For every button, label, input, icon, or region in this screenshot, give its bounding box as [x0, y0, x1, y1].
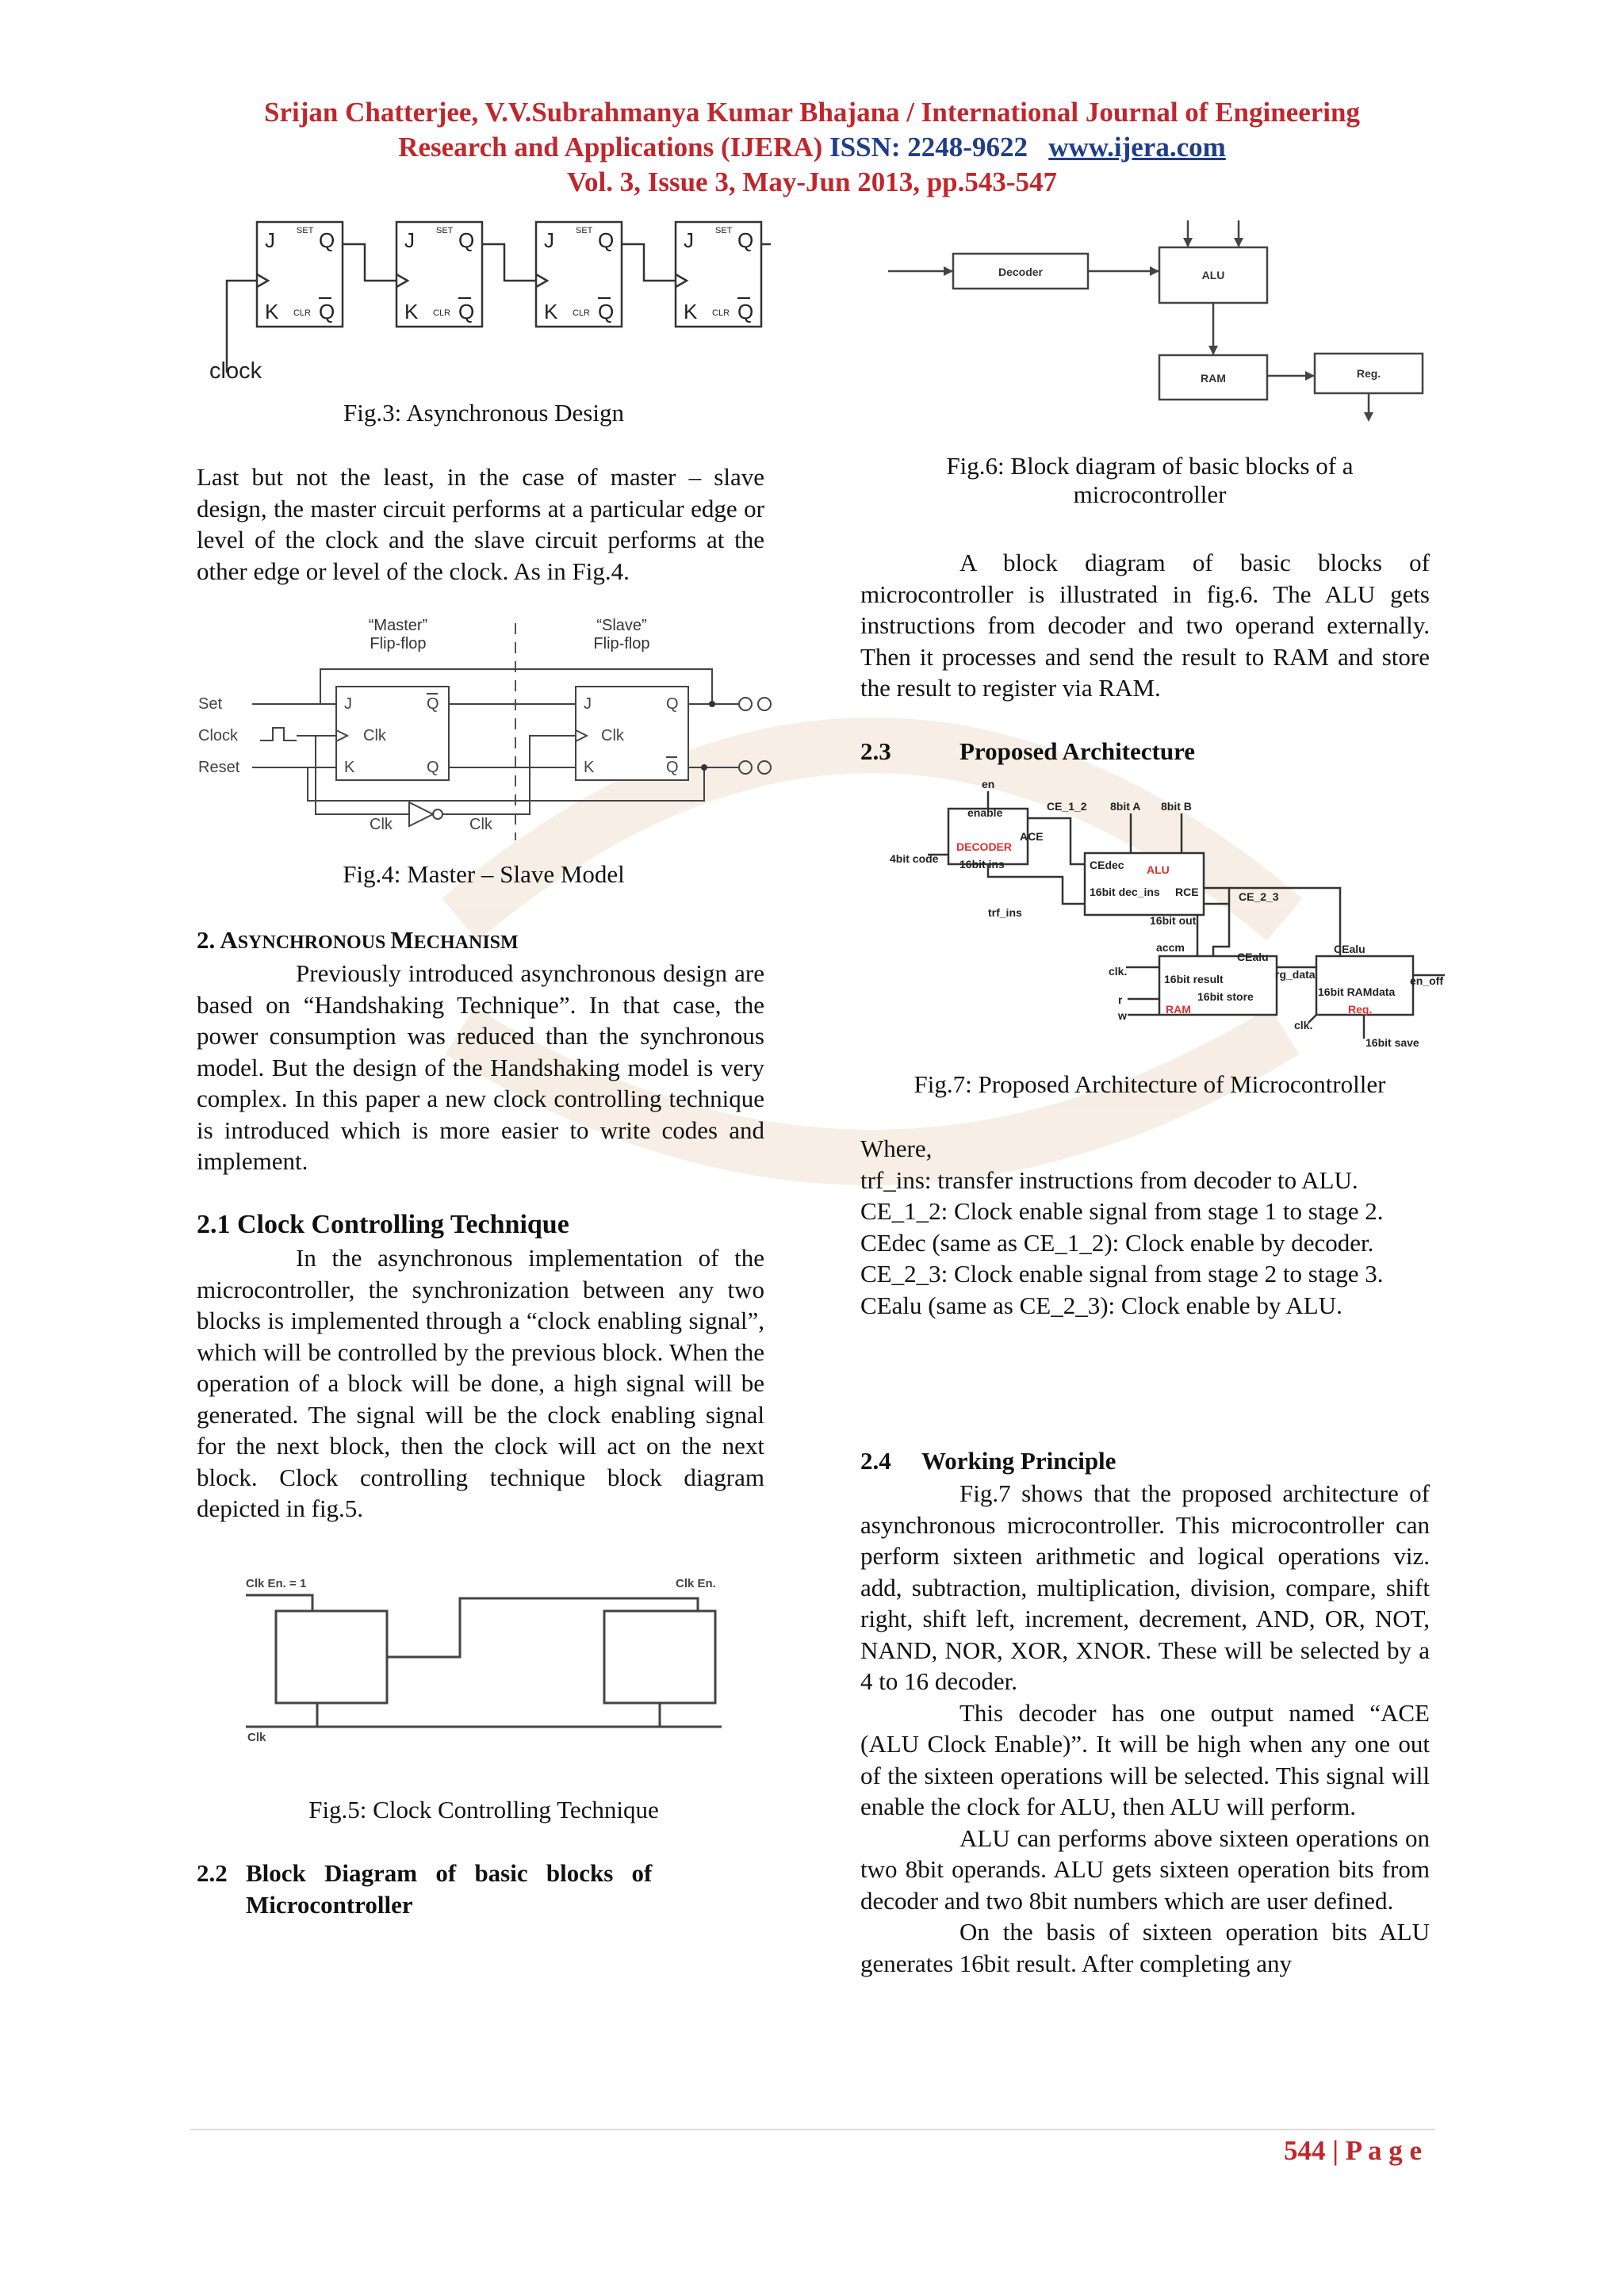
- svg-text:Q: Q: [666, 759, 679, 776]
- svg-text:Q: Q: [319, 228, 335, 252]
- svg-text:Q: Q: [737, 300, 754, 323]
- svg-text:ALU: ALU: [1201, 269, 1225, 281]
- svg-text:“Slave”: “Slave”: [596, 617, 647, 634]
- svg-text:Clock: Clock: [198, 727, 239, 744]
- svg-text:J: J: [265, 228, 275, 252]
- svg-text:SET: SET: [576, 226, 593, 235]
- section-2-4-number: 2.4: [860, 1447, 891, 1475]
- svg-text:16bit save: 16bit save: [1365, 1036, 1419, 1049]
- svg-text:clk.: clk.: [1294, 1019, 1313, 1031]
- svg-text:accm: accm: [1156, 941, 1185, 954]
- fig3-clock-label: clock: [209, 358, 262, 384]
- svg-text:K: K: [544, 300, 558, 323]
- svg-text:K: K: [584, 759, 595, 776]
- svg-text:Q: Q: [598, 228, 615, 252]
- def-ce-1-2: CE_1_2: Clock enable signal from stage 1 to stage 2.: [860, 1197, 1384, 1225]
- svg-text:RAM: RAM: [1166, 1003, 1191, 1016]
- fig6-caption: [864, 452, 1435, 509]
- fig5-caption: Fig.5: Clock Controlling Technique: [308, 1796, 659, 1823]
- fig6-diagram: [864, 214, 1435, 428]
- svg-text:rg_data: rg_data: [1275, 968, 1316, 981]
- section-2-3-number: 2.3: [860, 737, 891, 765]
- svg-text:CLR: CLR: [293, 308, 312, 318]
- svg-text:CLR: CLR: [433, 308, 451, 318]
- def-cedec: CEdec (same as CE_1_2): Clock enable by decoder.: [860, 1228, 1374, 1257]
- svg-text:r: r: [1118, 993, 1123, 1006]
- para-master-slave: Last but not the least, in the case of master – slave design, the master circuit performs at a particular edge or level of the clock and the slave circuit performs at the other edge or level of the clock. As in Fig.4.: [197, 463, 764, 585]
- svg-text:Set: Set: [198, 695, 223, 713]
- svg-text:J: J: [344, 695, 352, 713]
- svg-text:J: J: [684, 228, 694, 252]
- section-2-heading: 2. ASYNCHRONOUS MECHANISM: [197, 926, 519, 954]
- svg-text:Decoder: Decoder: [998, 266, 1044, 278]
- svg-text:SET: SET: [297, 226, 314, 235]
- svg-text:Reset: Reset: [198, 759, 240, 776]
- svg-text:SET: SET: [436, 226, 454, 235]
- svg-text:en: en: [982, 778, 995, 790]
- header-journal: [0, 132, 1624, 163]
- svg-text:ACE: ACE: [1020, 830, 1044, 843]
- svg-text:J: J: [584, 695, 592, 713]
- page-number: 544 | P a g e: [1284, 2135, 1422, 2166]
- svg-text:Clk: Clk: [247, 1731, 266, 1744]
- svg-text:CEalu: CEalu: [1237, 951, 1269, 963]
- svg-text:8bit A: 8bit A: [1110, 800, 1141, 813]
- svg-text:Q: Q: [427, 759, 439, 776]
- svg-text:4bit code: 4bit code: [890, 852, 939, 865]
- svg-text:CEalu: CEalu: [1334, 943, 1365, 955]
- svg-text:Q: Q: [319, 300, 335, 323]
- svg-text:ALU: ALU: [1147, 863, 1170, 876]
- header-authors: Srijan Chatterjee, V.V.Subrahmanya Kumar Bhajana / International Journal of Engineering: [264, 97, 1360, 128]
- header-volume: Vol. 3, Issue 3, May-Jun 2013, pp.543-547: [566, 166, 1058, 197]
- svg-text:Q: Q: [666, 695, 679, 713]
- svg-text:CLR: CLR: [712, 308, 730, 318]
- svg-text:CLR: CLR: [573, 308, 591, 318]
- def-ce-2-3: CE_2_3: Clock enable signal from stage 2 to stage 3.: [860, 1260, 1384, 1288]
- def-cealu: CEalu (same as CE_2_3): Clock enable by ALU.: [860, 1291, 1342, 1319]
- para-work-2: This decoder has one output named “ACE (ALU Clock Enable)”. It will be high when any one out of the sixteen operations will be selected. This signal will enable the clock for ALU, then ALU will perform.: [860, 1698, 1430, 1820]
- fig7-caption: Fig.7: Proposed Architecture of Microcontroller: [914, 1070, 1386, 1098]
- para-block-diagram: A block diagram of basic blocks of microcontroller is illustrated in fig.6. The ALU gets instructions from decoder and two operand externally. Then it processes and send the result to RAM and store the result to register via RAM.: [860, 549, 1430, 702]
- para-work-3: ALU can performs above sixteen operations on two 8bit operands. ALU gets sixteen operation bits from decoder and two 8bit numbers which are user defined.: [860, 1823, 1430, 1915]
- svg-text:“Master”: “Master”: [368, 617, 428, 634]
- svg-text:K: K: [344, 759, 355, 776]
- fig7-diagram: [880, 777, 1459, 1054]
- svg-text:8bit B: 8bit B: [1161, 800, 1192, 813]
- svg-text:Flip-flop: Flip-flop: [593, 635, 650, 652]
- svg-text:enable: enable: [967, 806, 1003, 819]
- definitions: [860, 1133, 1430, 1321]
- svg-text:Q: Q: [458, 228, 475, 252]
- header-journal-name: Research and Applications (IJERA): [398, 132, 823, 163]
- svg-text:SET: SET: [715, 226, 733, 235]
- para-work-4: On the basis of sixteen operation bits ALU generates 16bit result. After completing any: [860, 1918, 1430, 1977]
- svg-text:Clk: Clk: [370, 816, 393, 833]
- section-2-1-heading: 2.1 Clock Controlling Technique: [197, 1210, 569, 1239]
- svg-text:16bit dec_ins: 16bit dec_ins: [1090, 886, 1160, 898]
- svg-text:Flip-flop: Flip-flop: [370, 635, 427, 652]
- svg-text:clk.: clk.: [1109, 965, 1128, 978]
- section-2-2-number: 2.2: [197, 1859, 228, 1887]
- section-2-3-heading: Proposed Architecture: [959, 737, 1196, 765]
- svg-text:16bit result: 16bit result: [1164, 973, 1224, 985]
- journal-link[interactable]: www.ijera.com: [1048, 132, 1226, 163]
- svg-text:Clk En.: Clk En.: [676, 1577, 716, 1590]
- fig3-caption: Fig.3: Asynchronous Design: [343, 399, 624, 427]
- working-principle: [860, 1478, 1430, 1979]
- svg-text:16bit RAMdata: 16bit RAMdata: [1318, 985, 1396, 998]
- svg-text:Reg.: Reg.: [1348, 1003, 1373, 1016]
- fig6-caption-line2: microcontroller: [1073, 480, 1227, 508]
- fig4-caption: Fig.4: Master – Slave Model: [343, 860, 625, 888]
- svg-text:K: K: [684, 300, 698, 323]
- fig4-diagram: [197, 617, 776, 855]
- para-work-1: Fig.7 shows that the proposed architecture of asynchronous microcontroller. This microcontroller can perform sixteen arithmetic and logical operations viz. add, subtraction, multiplication, division, compare, shift right, shift left, increment, decrement, AND, OR, NOT, NAND, NOR, XOR, XNOR. These will be selected by a 4 to 16 decoder.: [860, 1479, 1430, 1695]
- fig5-diagram: [238, 1575, 753, 1749]
- svg-text:Q: Q: [737, 228, 754, 252]
- svg-text:K: K: [265, 300, 279, 323]
- svg-text:RCE: RCE: [1175, 886, 1199, 898]
- svg-text:CEdec: CEdec: [1090, 859, 1124, 871]
- svg-text:CE_2_3: CE_2_3: [1239, 890, 1279, 903]
- where-label: Where,: [860, 1135, 933, 1162]
- para-clock-control: In the asynchronous implementation of the microcontroller, the synchronization between any two blocks is implemented through a “clock enabling signal”, which will be controlled by the previous block. When the operation of a block will be done, a high signal will be generated. The signal will be the clock enabling signal for the next block, then the clock will act on the next block. Clock controlling technique block diagram depicted in fig.5.: [197, 1244, 764, 1522]
- header-issn: ISSN: 2248-9622: [829, 132, 1028, 163]
- svg-text:Q: Q: [458, 300, 475, 323]
- svg-text:w: w: [1118, 1009, 1127, 1022]
- svg-text:en_off: en_off: [1410, 974, 1443, 987]
- svg-text:Q: Q: [427, 695, 439, 713]
- para-async: Previously introduced asynchronous design are based on “Handshaking Technique”. In that case, the power consumption was reduced than the synchronous model. But the design of the Handshaking model is very complex. In this paper a new clock controlling technique is introduced which is more easier to write codes and implement.: [197, 959, 764, 1175]
- svg-text:Clk: Clk: [363, 727, 386, 744]
- section-2-4-heading: Working Principle: [921, 1447, 1116, 1475]
- fig3-diagram: [200, 214, 771, 396]
- svg-text:16bit out: 16bit out: [1150, 914, 1197, 927]
- svg-text:16bit store: 16bit store: [1197, 990, 1254, 1003]
- svg-text:Clk: Clk: [601, 727, 624, 744]
- footer-rule: [190, 2129, 1435, 2130]
- svg-text:16bit ins: 16bit ins: [959, 858, 1005, 871]
- section-2-2-heading-line2: Microcontroller: [246, 1891, 413, 1919]
- svg-text:Clk: Clk: [469, 816, 492, 833]
- svg-text:DECODER: DECODER: [956, 840, 1013, 853]
- svg-text:Q: Q: [598, 300, 615, 323]
- svg-text:K: K: [404, 300, 419, 323]
- section-2-2-heading-line1: Block Diagram of basic blocks of: [246, 1859, 653, 1887]
- fig6-caption-line1: Fig.6: Block diagram of basic blocks of a: [946, 452, 1354, 480]
- svg-text:RAM: RAM: [1201, 372, 1226, 385]
- svg-text:J: J: [544, 228, 554, 252]
- svg-text:Reg.: Reg.: [1356, 367, 1381, 380]
- svg-text:J: J: [404, 228, 415, 252]
- svg-text:CE_1_2: CE_1_2: [1047, 800, 1087, 813]
- def-trf-ins: trf_ins: transfer instructions from decoder to ALU.: [860, 1165, 1358, 1194]
- svg-text:trf_ins: trf_ins: [988, 906, 1022, 919]
- svg-text:Clk En. = 1: Clk En. = 1: [246, 1577, 307, 1590]
